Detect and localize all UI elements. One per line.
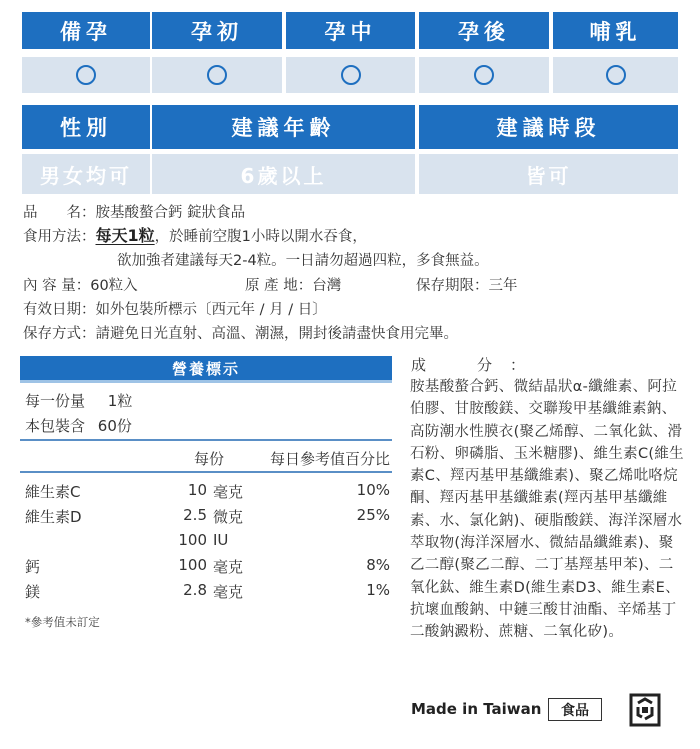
- nutrition-divider: [20, 439, 392, 441]
- nutrient-percent: 8%: [366, 556, 390, 574]
- shelf-life-item: [416, 276, 518, 296]
- nutrition-table: [20, 356, 392, 636]
- expiry-value: 如外包裝所標示〔西元年 / 月 / 日〕: [95, 302, 327, 318]
- stage-mark-cell-mid: [286, 57, 415, 93]
- product-name-label: 品 名：: [23, 205, 96, 221]
- stage-mark-cell-early: [152, 57, 282, 93]
- nutrition-row: [20, 481, 392, 503]
- content-row: [23, 276, 138, 296]
- stage-mark-cell-late: [419, 57, 549, 93]
- content-value: 60粒入: [90, 278, 138, 294]
- stage-header-prep: 備孕: [22, 12, 150, 49]
- circle-mark-icon: [341, 65, 361, 85]
- nutrient-name: 維生素D: [25, 508, 82, 526]
- recycle-icon: [629, 693, 661, 727]
- nutrient-percent: 25%: [356, 506, 390, 524]
- stage-header-mid: 孕中: [286, 12, 415, 49]
- time-header: 建議時段: [419, 105, 678, 149]
- nutrient-value: 2.5: [183, 506, 207, 524]
- nutrient-unit: IU: [213, 531, 229, 549]
- storage-row: [23, 324, 458, 344]
- servings-per-pack-row: [25, 415, 132, 436]
- storage-value: 請避免日光直射、高溫、潮濕，開封後請盡快食用完畢。: [95, 326, 458, 342]
- nutrient-name: 維生素C: [25, 483, 81, 501]
- storage-label: 保存方式：: [23, 326, 96, 342]
- ingredients-section: [410, 354, 688, 644]
- nutrition-row: [20, 556, 392, 578]
- nutrient-percent: 1%: [366, 581, 390, 599]
- nutrient-value: 100: [178, 531, 207, 549]
- servings-per-pack-label: 本包裝含: [25, 417, 86, 435]
- origin-value: 台灣: [312, 278, 342, 294]
- nutrition-footnote: *參考值未訂定: [25, 615, 100, 629]
- nutrient-unit: 微克: [213, 508, 244, 526]
- usage-instructions-2: 欲加強者建議每天2-4粒。一日請勿超過四粒，多食無益。: [117, 253, 489, 269]
- expiry-label: 有效日期：: [23, 302, 96, 318]
- gender-value: 男女均可: [22, 154, 150, 194]
- nutrient-value: 2.8: [183, 581, 207, 599]
- shelf-life-value: 三年: [488, 278, 518, 294]
- nutrient-unit: 毫克: [213, 483, 244, 501]
- nutrition-row: [20, 581, 392, 603]
- gender-header: 性別: [22, 105, 150, 149]
- serving-size-label: 每一份量: [25, 392, 86, 410]
- stage-header-early: 孕初: [152, 12, 282, 49]
- circle-mark-icon: [474, 65, 494, 85]
- stage-header-nursing: 哺乳: [553, 12, 678, 49]
- age-value: 6歲以上: [152, 154, 415, 194]
- stage-mark-cell-prep: [22, 57, 150, 93]
- shelf-life-label: 保存期限：: [416, 278, 489, 294]
- column-daily-value: 每日參考值百分比: [269, 450, 390, 468]
- nutrient-unit: 毫克: [213, 583, 244, 601]
- nutrition-row: [20, 531, 392, 553]
- circle-mark-icon: [606, 65, 626, 85]
- nutrition-title: 營養標示: [20, 356, 392, 380]
- nutrition-divider-thick: [20, 471, 392, 473]
- nutrient-unit: 毫克: [213, 558, 244, 576]
- stage-header-late: 孕後: [419, 12, 549, 49]
- circle-mark-icon: [76, 65, 96, 85]
- nutrition-row: [20, 506, 392, 528]
- nutrition-column-headers: [20, 448, 392, 470]
- usage-row: [23, 226, 367, 247]
- usage-label: 食用方法：: [23, 229, 96, 245]
- nutrition-title-underline: [20, 380, 392, 383]
- content-label: 內 容 量：: [23, 278, 91, 294]
- made-in-label: Made in Taiwan: [411, 700, 542, 718]
- usage-daily-dose: 每天1粒: [95, 226, 155, 245]
- column-per-serving: 每份: [194, 450, 225, 468]
- food-category-badge: 食品: [548, 698, 602, 721]
- origin-item: [245, 276, 341, 296]
- servings-per-pack-value: 60份: [97, 417, 132, 435]
- age-header: 建議年齡: [152, 105, 415, 149]
- nutrient-value: 10: [187, 481, 207, 499]
- nutrient-percent: 10%: [356, 481, 390, 499]
- nutrient-name: 鎂: [25, 583, 41, 601]
- origin-label: 原 產 地：: [245, 278, 313, 294]
- circle-mark-icon: [207, 65, 227, 85]
- product-name-value: 胺基酸螯合鈣 錠狀食品: [95, 205, 246, 221]
- usage-instructions: ，於睡前空腹1小時以開水吞食，: [154, 229, 367, 245]
- ingredients-list: 胺基酸螯合鈣、微結晶狀α-纖維素、阿拉伯膠、甘胺酸鎂、交聯羧甲基纖維素鈉、高防潮水性膜衣(聚乙烯醇、二氧化鈦、滑石粉、卵磷脂、玉米糖膠)、維生素C(維生素C、羥丙基甲基纖維素)、聚乙烯吡咯烷酮、羥丙基甲基纖維素(羥丙基甲基纖維素、水、氯化鈉)、硬脂酸鎂、海洋深層水萃取物(海洋深層水、微結晶纖維素)、聚乙二醇(聚乙二醇、二丁基羥基甲苯)、二氧化鈦、維生素D(維生素D3、維生素E、抗壞血酸鈉、中鏈三酸甘油酯、辛烯基丁二酸鈉澱粉、蔗糖、二氧化矽)。: [410, 379, 684, 641]
- serving-size-value: 1粒: [107, 392, 133, 410]
- time-value: 皆可: [419, 154, 678, 194]
- product-name-row: [23, 203, 245, 223]
- nutrient-name: 鈣: [25, 558, 41, 576]
- nutrient-value: 100: [178, 556, 207, 574]
- expiry-row: [23, 300, 327, 320]
- usage-row-2: [117, 251, 489, 271]
- ingredients-title: 成 分：: [411, 356, 544, 374]
- serving-size-row: [25, 390, 132, 411]
- stage-mark-cell-nursing: [553, 57, 678, 93]
